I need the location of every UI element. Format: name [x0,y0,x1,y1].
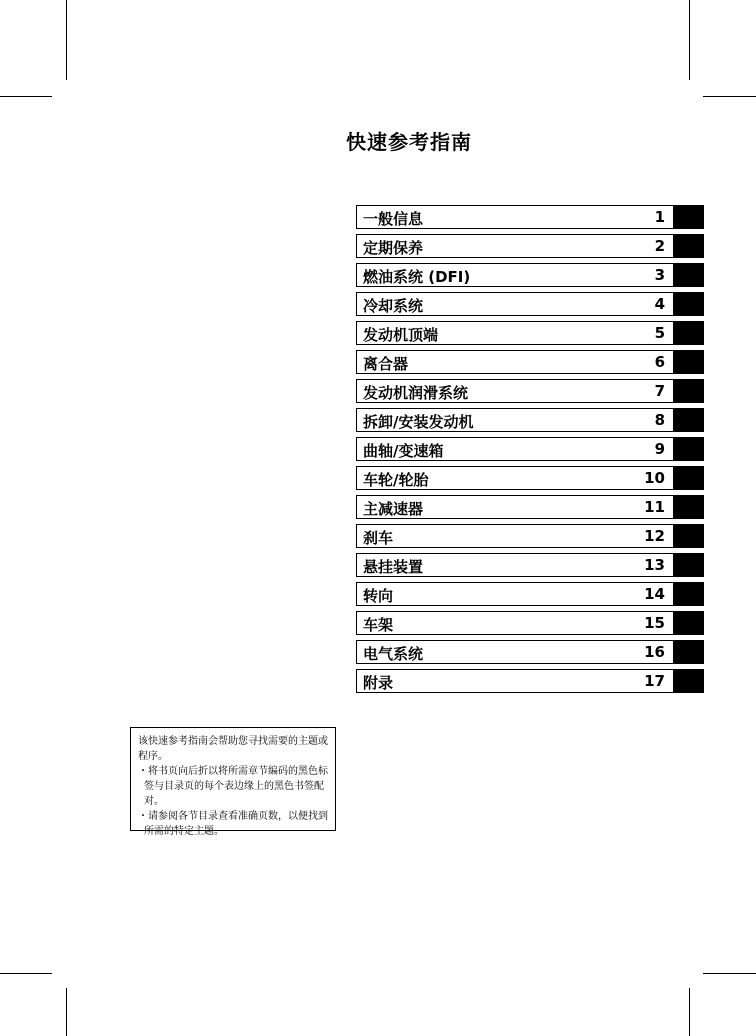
chapter-thumb-tab [674,205,704,229]
chapter-thumb-tab [674,350,704,374]
toc-chapter-title: 刹车 [363,529,394,547]
toc-chapter-title: 附录 [363,674,394,692]
toc-chapter-number: 16 [644,643,665,661]
toc-chapter-number: 3 [654,266,665,284]
toc-row[interactable] [356,234,704,258]
chapter-thumb-tab [674,669,704,693]
toc-chapter-number: 10 [644,469,665,487]
crop-mark-bottom-right-vertical [689,988,690,1036]
toc-row-frame [356,495,674,519]
crop-mark-top-right-horizontal [703,96,756,97]
toc-row-frame [356,524,674,548]
toc-row[interactable] [356,466,704,490]
chapter-thumb-tab [674,408,704,432]
toc-row[interactable] [356,524,704,548]
toc-row-frame [356,437,674,461]
toc-row[interactable] [356,205,704,229]
toc-row[interactable] [356,379,704,403]
toc-chapter-number: 4 [654,295,665,313]
usage-note-intro: 该快速参考指南会帮助您寻找需要的主题或程序。 [138,736,328,762]
toc-row-frame [356,582,674,606]
toc-row-frame [356,611,674,635]
chapter-thumb-tab [674,466,704,490]
toc-chapter-number: 12 [644,527,665,545]
toc-chapter-number: 5 [654,324,665,342]
chapter-thumb-tab [674,611,704,635]
toc-row[interactable] [356,263,704,287]
toc-list [356,205,704,698]
toc-chapter-number: 11 [644,498,665,516]
toc-chapter-number: 1 [654,208,665,226]
toc-row[interactable] [356,292,704,316]
crop-mark-bottom-right-horizontal [703,973,756,974]
chapter-thumb-tab [674,553,704,577]
toc-row-frame [356,321,674,345]
toc-chapter-title: 发动机润滑系统 [363,384,469,402]
toc-row-frame [356,379,674,403]
toc-row[interactable] [356,408,704,432]
toc-row[interactable] [356,350,704,374]
toc-chapter-title: 离合器 [363,355,409,373]
crop-mark-top-left-horizontal [0,96,52,97]
toc-row[interactable] [356,582,704,606]
toc-chapter-number: 8 [654,411,665,429]
toc-row-frame [356,640,674,664]
toc-row-frame [356,205,674,229]
chapter-thumb-tab [674,379,704,403]
toc-chapter-title: 转向 [363,587,394,605]
chapter-thumb-tab [674,437,704,461]
page-title: 快速参考指南 [346,130,472,154]
crop-mark-top-left-vertical [66,0,67,80]
toc-chapter-title: 车架 [363,616,394,634]
toc-chapter-number: 17 [644,672,665,690]
toc-chapter-title: 悬挂装置 [363,558,424,576]
toc-row-frame [356,408,674,432]
toc-chapter-title: 曲轴/变速箱 [363,442,444,460]
usage-note-bullet: ・将书页向后折以将所需章节编码的黑色标签与目录页的每个表边缘上的黑色书签配对。 [138,766,328,807]
toc-chapter-number: 14 [644,585,665,603]
toc-row-frame [356,350,674,374]
crop-mark-bottom-left-horizontal [0,973,52,974]
toc-chapter-number: 9 [654,440,665,458]
chapter-thumb-tab [674,234,704,258]
toc-row[interactable] [356,553,704,577]
usage-note-bullet: ・请参阅各节目录查看准确页数，以便找到所需的特定主题。 [138,811,328,837]
chapter-thumb-tab [674,495,704,519]
toc-chapter-number: 7 [654,382,665,400]
toc-row-frame [356,292,674,316]
toc-row-frame [356,234,674,258]
toc-chapter-title: 车轮/轮胎 [363,471,429,489]
toc-chapter-title: 拆卸/安装发动机 [363,413,474,431]
toc-chapter-number: 6 [654,353,665,371]
toc-chapter-title: 燃油系统 (DFI) [363,268,471,286]
toc-row[interactable] [356,437,704,461]
toc-chapter-number: 2 [654,237,665,255]
toc-row-frame [356,466,674,490]
toc-row[interactable] [356,321,704,345]
toc-row[interactable] [356,640,704,664]
chapter-thumb-tab [674,524,704,548]
toc-row[interactable] [356,611,704,635]
crop-mark-bottom-left-vertical [66,988,67,1036]
crop-mark-top-right-vertical [689,0,690,80]
toc-row-frame [356,669,674,693]
usage-note-box [130,727,336,837]
chapter-thumb-tab [674,292,704,316]
toc-chapter-title: 一般信息 [363,210,424,228]
toc-chapter-number: 15 [644,614,665,632]
toc-chapter-number: 13 [644,556,665,574]
toc-chapter-title: 定期保养 [363,239,424,257]
toc-chapter-title: 主减速器 [363,500,424,518]
chapter-thumb-tab [674,640,704,664]
toc-row[interactable] [356,669,704,693]
chapter-thumb-tab [674,263,704,287]
toc-chapter-title: 电气系统 [363,645,424,663]
toc-row[interactable] [356,495,704,519]
chapter-thumb-tab [674,582,704,606]
toc-chapter-title: 发动机顶端 [363,326,439,344]
toc-row-frame [356,553,674,577]
toc-chapter-title: 冷却系统 [363,297,424,315]
toc-row-frame [356,263,674,287]
chapter-thumb-tab [674,321,704,345]
